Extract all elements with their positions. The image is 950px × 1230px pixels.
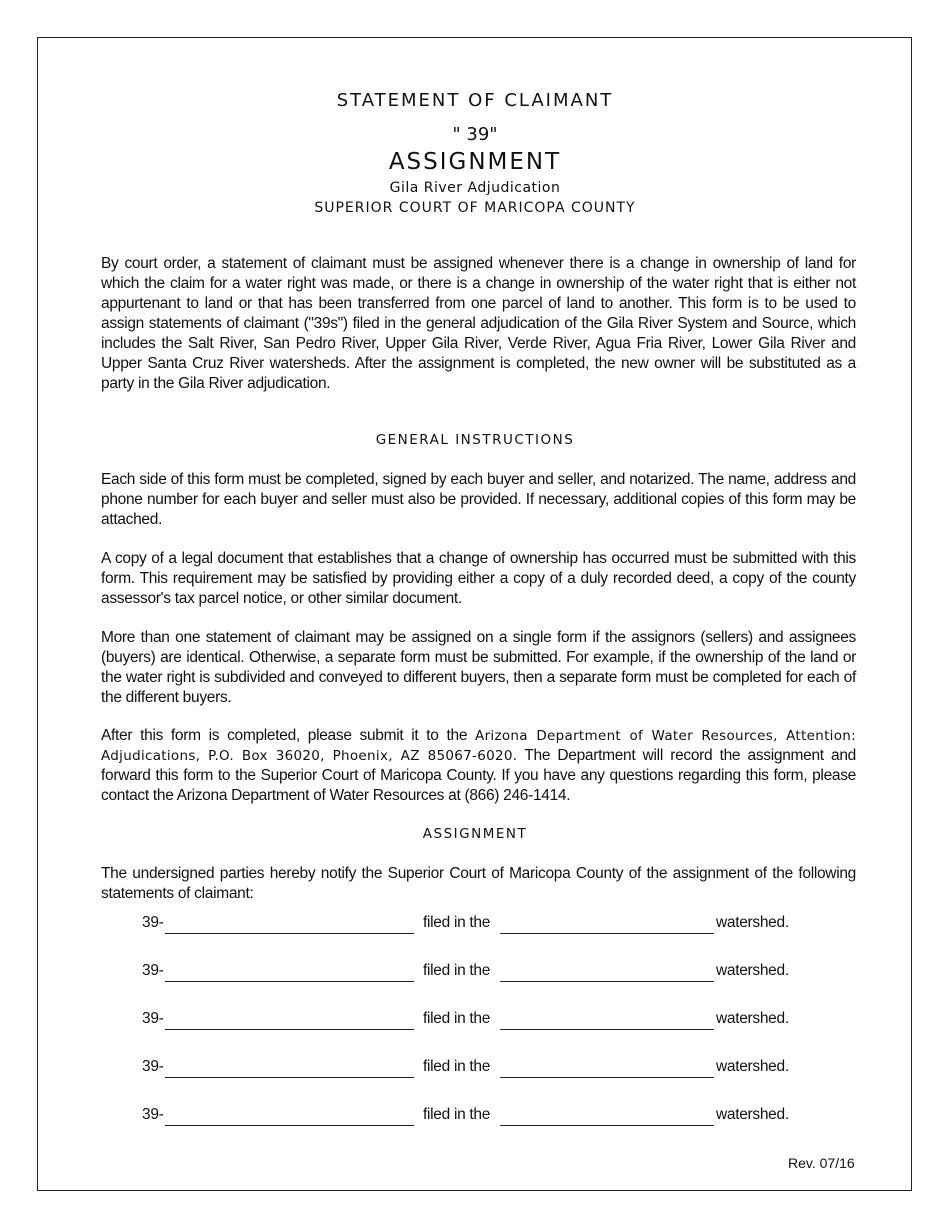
filed-in-label: filed in the — [423, 1010, 491, 1027]
claim-row — [142, 1106, 802, 1128]
watershed-label: watershed. — [716, 914, 789, 931]
watershed-field[interactable] — [500, 933, 714, 934]
claim-row — [142, 1010, 802, 1032]
claim-prefix: 39- — [142, 962, 164, 979]
watershed-label: watershed. — [716, 1010, 789, 1027]
claim-row — [142, 914, 802, 936]
p4-end: The Department will record the assignment and forward this form to the Superior Court of Maricopa County. If you have any questions regarding this form, please contact the Arizona Department of Water Resources at (866) 246-1414. — [101, 747, 856, 804]
watershed-field[interactable] — [500, 981, 714, 982]
instructions-paragraph-4 — [101, 726, 856, 806]
form-title: STATEMENT OF CLAIMANT — [336, 90, 614, 111]
form-number: " 39" — [452, 124, 498, 145]
instructions-paragraph-2: A copy of a legal document that establishes that a change of ownership has occurred must be submitted with this form. This requirement may be satisfied by providing either a copy of a duly recorded deed, a copy of the county assessor's tax parcel notice, or other similar document. — [101, 550, 856, 607]
claim-number-field[interactable] — [165, 933, 414, 934]
watershed-field[interactable] — [500, 1029, 714, 1030]
watershed-field[interactable] — [500, 1125, 714, 1126]
adjudication-name: Gila River Adjudication — [389, 180, 561, 196]
claim-number-field[interactable] — [165, 1077, 414, 1078]
claim-prefix: 39- — [142, 914, 164, 931]
watershed-label: watershed. — [716, 1058, 789, 1075]
claim-prefix: 39- — [142, 1010, 164, 1027]
mailing-address: Arizona Department of Water Resources, Attention: Adjudications, P.O. Box 36020, Phoenix, AZ 85067-6020. — [101, 728, 856, 764]
claim-number-field[interactable] — [165, 1029, 414, 1030]
general-instructions-heading: GENERAL INSTRUCTIONS — [375, 432, 575, 448]
claim-row — [142, 1058, 802, 1080]
instructions-paragraph-1: Each side of this form must be completed, signed by each buyer and seller, and notarized. The name, address and phone number for each buyer and seller must also be provided. If necessary, additional copies of this form may be attached. — [101, 471, 856, 528]
filed-in-label: filed in the — [423, 1058, 491, 1075]
assignment-heading: ASSIGNMENT — [422, 826, 528, 842]
claim-prefix: 39- — [142, 1106, 164, 1123]
form-subtitle: ASSIGNMENT — [388, 149, 562, 175]
watershed-label: watershed. — [716, 1106, 789, 1123]
filed-in-label: filed in the — [423, 962, 491, 979]
assignment-intro: The undersigned parties hereby notify the Superior Court of Maricopa County of the assignment of the following statements of claimant: — [101, 865, 856, 902]
filed-in-label: filed in the — [423, 914, 491, 931]
claim-prefix: 39- — [142, 1058, 164, 1075]
claim-number-field[interactable] — [165, 1125, 414, 1126]
watershed-label: watershed. — [716, 962, 789, 979]
claim-number-field[interactable] — [165, 981, 414, 982]
revision-date: Rev. 07/16 — [788, 1155, 855, 1171]
filed-in-label: filed in the — [423, 1106, 491, 1123]
claim-row — [142, 962, 802, 984]
intro-paragraph: By court order, a statement of claimant must be assigned whenever there is a change in ownership of land for which the claim for a water right was made, or there is a change in ownership of the water right that is either not appurtenant to land or that has been transferred from one parcel of land to another. This form is to be used to assign statements of claimant ("39s") filed in the general adjudication of the Gila River System and Source, which includes the Salt River, San Pedro River, Upper Gila River, Verde River, Agua Fria River, Lower Gila River and Upper Santa Cruz River watersheds. After the assignment is completed, the new owner will be substituted as a party in the Gila River adjudication. — [101, 255, 856, 392]
instructions-paragraph-3: More than one statement of claimant may be assigned on a single form if the assignors (sellers) and assignees (buyers) are identical. Otherwise, a separate form must be submitted. For example, if the ownership of the land or the water right is subdivided and conveyed to different buyers, then a separate form must be completed for each of the different buyers. — [101, 629, 856, 706]
watershed-field[interactable] — [500, 1077, 714, 1078]
court-name: SUPERIOR COURT OF MARICOPA COUNTY — [314, 200, 636, 216]
p4-start: After this form is completed, please submit it to the — [101, 727, 476, 744]
